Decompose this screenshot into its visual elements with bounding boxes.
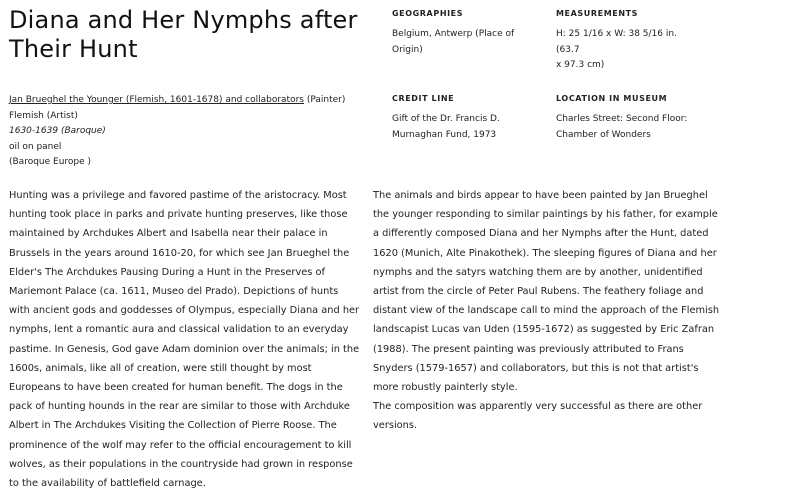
description-right-column	[373, 186, 725, 436]
description-paragraph: Hunting was a privilege and favored pastime of the aristocracy. Most hunting took place in parks and private hunting preserves, like those maintained by Archdukes Albert and Isabella near their palace in Brussels in the years around 1610-20, for which see Jan Brueghel the Elder's The Archdukes Pausing During a Hunt in the Preserves of Mariemont Palace (ca. 1611, Museo del Prado). Depictions of hunts with ancient gods and goddesses of Olympus, especially Diana and her nymphs, lent a romantic aura and classical validation to an everyday pastime. In Genesis, God gave Adam dominion over the animals; in the 1600s, animals, like all of creation, were still thought by most Europeans to have been created for human benefit. The dogs in the pack of hunting hounds in the rear are similar to those with Archduke Albert in The Archdukes Visiting the Collection of Pierre Roose. The prominence of the wolf may refer to the official encouragement to kill wolves, as their populations in the countryside had grown in response to the availability of battlefield carnage.	[9, 190, 360, 490]
artist-link[interactable]: Jan Brueghel the Younger (Flemish, 1601-1678) and collaborators	[9, 95, 304, 105]
measurements-section	[556, 9, 696, 74]
geographies-section	[392, 9, 532, 58]
credit-line-value-line-2: Murnaghan Fund, 1973	[392, 129, 497, 140]
location-label: LOCATION IN MUSEUM	[556, 94, 668, 103]
artwork-title: Diana and Her Nymphs after Their Hunt	[9, 6, 358, 63]
artist-role: (Painter)	[306, 95, 346, 105]
credit-line-value-line-1: Gift of the Dr. Francis D.	[392, 114, 500, 124]
artwork-period: (Baroque)	[60, 126, 106, 136]
geographies-label: GEOGRAPHIES	[392, 9, 464, 18]
artist-line	[9, 93, 369, 109]
artist-info	[9, 93, 369, 171]
artwork-date-line	[9, 124, 369, 140]
description-paragraph: The composition was apparently very successful as there are other versions.	[373, 401, 703, 432]
geographies-value-line-1: Belgium, Antwerp (Place of	[392, 29, 515, 39]
location-value-line-2: Chamber of Wonders	[556, 129, 651, 140]
artwork-date: 1630-1639	[9, 126, 59, 136]
description-paragraph: The animals and birds appear to have been painted by Jan Brueghel the younger responding to similar paintings by his father, for example a differently composed Diana and her Nymphs after the Hunt, dated 1620 (Munich, Alte Pinakothek). The sleeping figures of Diana and her nymphs and the satyrs watching them are by another, unidentified artist from the circle of Peter Paul Rubens. The feathery foliage and distant view of the landscape call to mind the approach of the Flemish landscapist Lucas van Uden (1595-1672) as suggested by Eric Zafran (1988). The present painting was previously attributed to Frans Snyders (1579-1657) and collaborators, but this is not that artist's more robustly painterly style.	[373, 190, 720, 394]
geographies-value-line-2: Origin)	[392, 44, 423, 55]
location-section	[556, 94, 706, 143]
measurements-label: MEASUREMENTS	[556, 9, 639, 18]
artwork-medium: oil on panel	[9, 141, 62, 152]
measurements-value-line-1: H: 25 1/16 x W: 38 5/16 in. (63.7	[556, 29, 677, 55]
location-value-line-1: Charles Street: Second Floor:	[556, 114, 688, 124]
artwork-style: (Baroque Europe )	[9, 157, 92, 167]
credit-line-section	[392, 94, 532, 143]
measurements-value-line-2: x 97.3 cm)	[556, 60, 605, 70]
artist-nationality: Flemish (Artist)	[9, 110, 78, 121]
description-left-column	[9, 186, 362, 493]
credit-line-label: CREDIT LINE	[392, 94, 455, 103]
